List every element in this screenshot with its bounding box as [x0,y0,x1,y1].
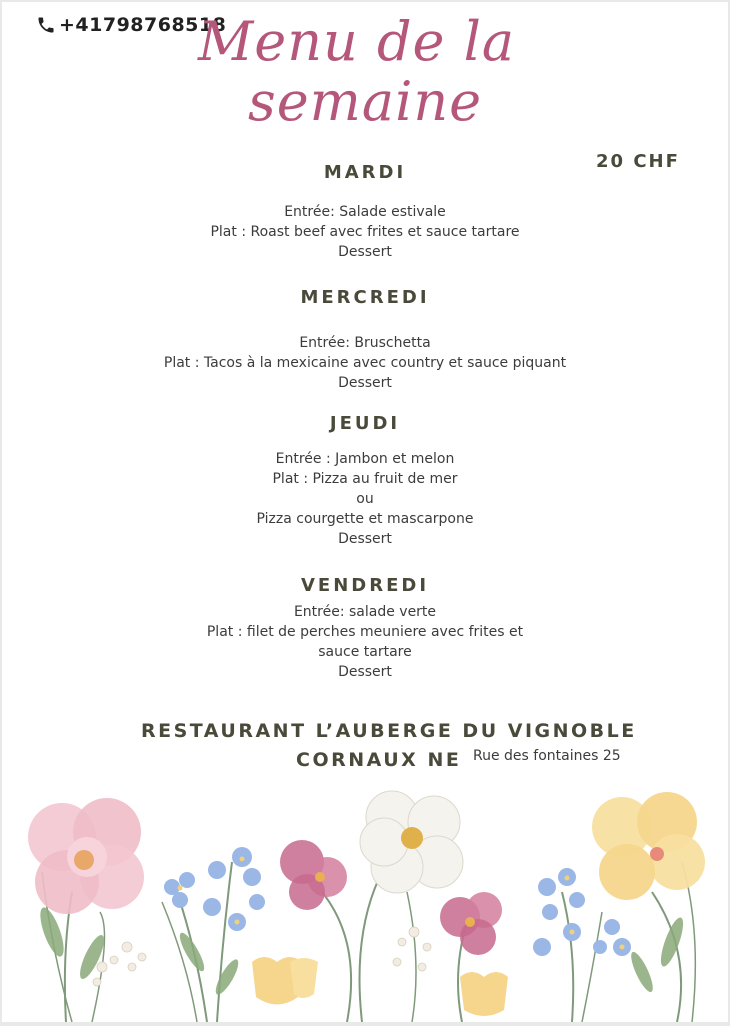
entree-line: Entrée: salade verte [293,604,437,620]
phone-number-text: +41798768518 [59,14,227,36]
yellow-tulips [252,957,508,1016]
menu-title-line2: semaine [248,70,483,133]
plat-line: Plat : Roast beef avec frites et sauce tartare [210,224,520,240]
day-section-mardi [2,162,728,262]
day-section-mercredi [2,287,728,393]
day-title: JEUDI [329,413,401,434]
yellow-flower-right [592,792,705,900]
flower-decoration [2,782,728,1022]
entree-line: Entrée: Salade estivale [284,204,446,220]
day-title: MARDI [323,162,407,183]
restaurant-street: Rue des fontaines 25 [473,748,621,764]
dessert-line: Dessert [338,664,392,680]
dessert-line: Dessert [338,375,392,391]
day-title: VENDREDI [300,575,430,596]
white-flower-center [360,791,463,893]
pink-flower-left [28,798,144,914]
entree-line: Entrée: Bruschetta [299,335,431,351]
dessert-line: Dessert [338,244,392,260]
phone-icon [36,15,56,35]
entree-line: Entrée : Jambon et melon [275,451,455,467]
magenta-flower-right [440,892,502,955]
day-section-vendredi [2,575,728,682]
price-label: 20 CHF [596,151,680,172]
magenta-flower-center [280,840,347,910]
menu-page [2,2,728,1022]
restaurant-name: RESTAURANT L’AUBERGE DU VIGNOBLE [141,720,637,742]
dessert-line: Dessert [338,531,392,547]
plat-line: Plat : Tacos à la mexicaine avec country et sauce piquant [163,355,567,371]
plat-option-separator: ou [356,491,374,507]
restaurant-city: CORNAUX NE [296,749,462,771]
plat-option-line: Pizza courgette et mascarpone [256,511,474,527]
plat-line: Plat : filet de perches meuniere avec frites et [206,624,524,640]
menu-title-line1: Menu de la [198,10,516,73]
plat-line-continued: sauce tartare [318,644,412,660]
day-title: MERCREDI [300,287,430,308]
plat-line: Plat : Pizza au fruit de mer [272,471,458,487]
day-section-jeudi [2,413,728,549]
